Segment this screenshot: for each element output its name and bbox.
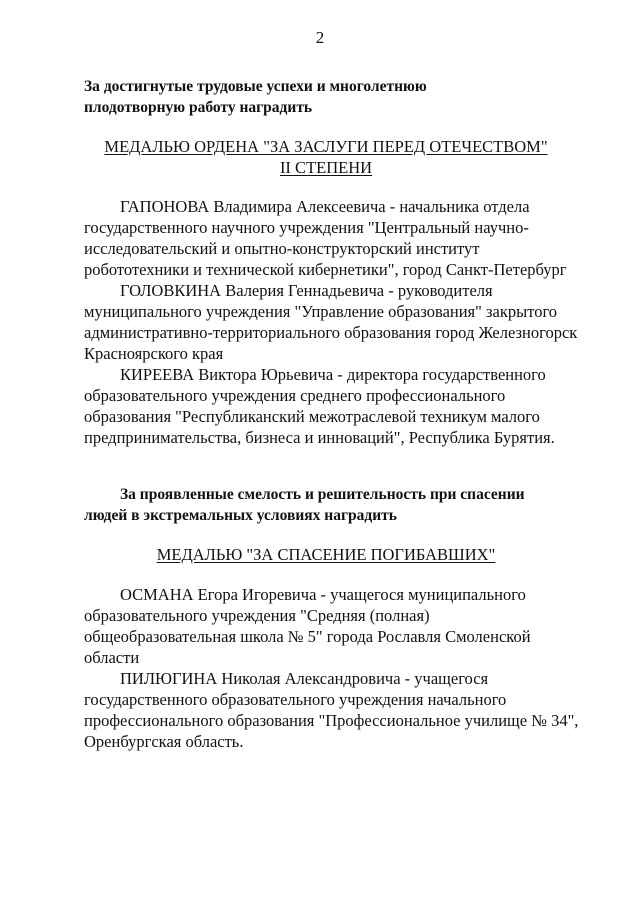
entry-line: [84, 605, 568, 626]
entry-line: образования "Республиканский межотраслевой техникум малого: [84, 407, 540, 426]
entry-line: [84, 689, 568, 710]
entry-word: учреждения: [338, 690, 424, 709]
entry-line: административно-территориального образования город Железногорск: [84, 323, 578, 342]
section2-award-title: [84, 544, 568, 565]
entry-word: (полная): [369, 606, 430, 625]
award-entry-golovkin: [84, 280, 578, 364]
award-entry-pilyugin: [84, 668, 579, 752]
award-entry-kireev: [84, 364, 568, 448]
award-title-line2: II СТЕПЕНИ: [279, 158, 373, 177]
entry-word: ПИЛЮГИНА: [120, 669, 218, 688]
entry-word: учреждения: [211, 606, 296, 625]
entry-line: Красноярского края: [84, 344, 224, 363]
entry-word: руководителя: [397, 281, 493, 300]
entry-word: учащегося: [414, 669, 489, 688]
award-title-line1: МЕДАЛЬЮ ОРДЕНА "ЗА ЗАСЛУГИ ПЕРЕД ОТЕЧЕСТВОМ": [104, 137, 548, 156]
section1-intro-line1: [84, 76, 568, 97]
entry-word: образовательного: [84, 386, 208, 405]
entry-word: Николая: [221, 669, 281, 688]
entry-word: опытно-конструкторский: [234, 239, 412, 258]
entry-line: [84, 238, 568, 259]
entry-line: [84, 668, 568, 689]
entry-line: муниципального учреждения "Управление образования" закрытого: [84, 302, 558, 321]
entry-line: [84, 217, 568, 238]
award-title-line1: МЕДАЛЬЮ "ЗА СПАСЕНИЕ ПОГИБАВШИХ": [156, 545, 496, 564]
entry-word: Валерия: [225, 281, 284, 300]
section2-intro: [84, 484, 568, 526]
intro-word: За: [84, 78, 100, 95]
entry-word: Геннадьевича: [288, 281, 385, 300]
entry-word: и: [221, 239, 231, 258]
entry-word: научного: [211, 218, 276, 237]
entry-word: Александровича: [284, 669, 401, 688]
entry-word: начального: [427, 690, 507, 709]
section1-intro-line2: плодотворную работу наградить: [84, 99, 313, 116]
section2-intro-line2: людей в экстремальных условиях наградить: [84, 507, 397, 524]
entry-word: образовательного: [211, 690, 335, 709]
award-entry-gaponov: [84, 196, 568, 280]
entry-word: ГОЛОВКИНА: [120, 281, 222, 300]
entry-word: -: [388, 281, 394, 300]
entry-word: исследовательский: [84, 239, 218, 258]
entry-line: [84, 385, 568, 406]
award-entry-osman: [84, 584, 568, 668]
entry-word: образовательного: [84, 606, 208, 625]
entry-word: учреждения: [279, 218, 364, 237]
intro-word: и: [316, 78, 326, 95]
section1-award-title: [84, 136, 568, 178]
entry-word: государственного: [84, 218, 208, 237]
entry-word: научно-: [474, 218, 529, 237]
entry-word: "Средняя: [300, 606, 366, 625]
section2-intro-line1: За проявленные смелость и решительность при спасении: [120, 486, 525, 503]
entry-line: КИРЕЕВА Виктора Юрьевича - директора государственного: [120, 365, 546, 384]
section1-intro: [84, 76, 568, 118]
page-number: 2: [315, 28, 325, 47]
entry-line: [84, 280, 568, 301]
entry-word: учреждения: [211, 386, 296, 405]
entry-line: общеобразовательная школа № 5" города Рославля Смоленской: [84, 627, 531, 646]
intro-word: многолетнюю: [329, 78, 427, 95]
intro-word: трудовые: [197, 78, 263, 95]
entry-line: области: [84, 648, 140, 667]
intro-word: достигнутые: [103, 78, 194, 95]
entry-line: робототехники и технической кибернетики", город Санкт-Петербург: [84, 260, 567, 279]
entry-line: ОСМАНА Егора Игоревича - учащегося муниципального: [120, 585, 526, 604]
intro-word: успехи: [266, 78, 313, 95]
entry-line: предпринимательства, бизнеса и инноваций", Республика Бурятия.: [84, 428, 555, 447]
entry-word: среднего: [300, 386, 362, 405]
entry-word: -: [404, 669, 411, 688]
entry-word: профессионального: [366, 386, 506, 405]
entry-line: Оренбургская область.: [84, 732, 244, 751]
entry-word: государственного: [84, 690, 208, 709]
entry-word: "Центральный: [367, 218, 471, 237]
entry-line: ГАПОНОВА Владимира Алексеевича - начальника отдела: [120, 197, 530, 216]
entry-line: профессионального образования "Профессиональное училище № 34",: [84, 711, 579, 730]
entry-word: институт: [415, 239, 480, 258]
